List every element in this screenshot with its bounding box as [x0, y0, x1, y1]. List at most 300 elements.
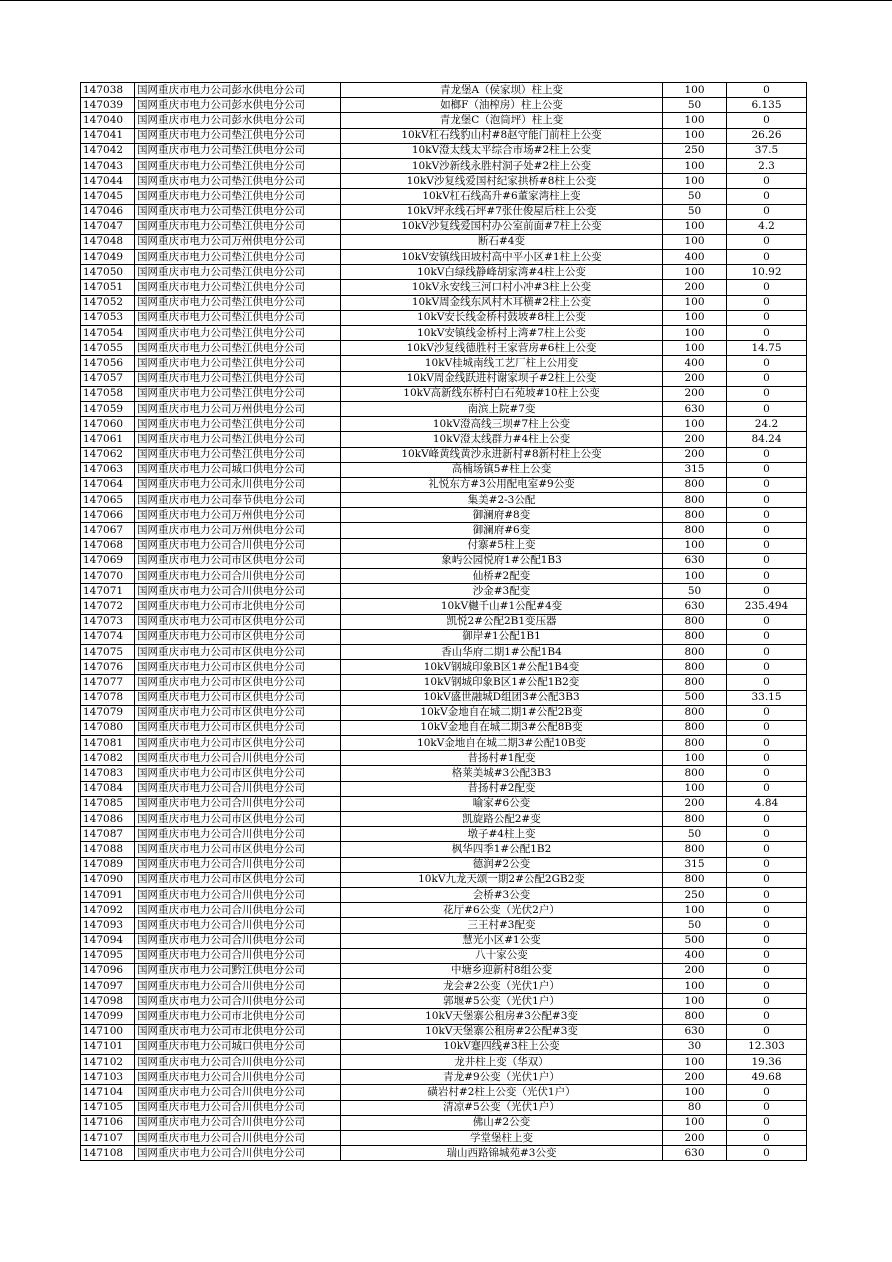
capacity-cell: 200 [663, 386, 727, 401]
transformer-name-cell: 昔扬村#1配变 [341, 751, 663, 766]
transformer-name-cell: 墩子#4柱上变 [341, 827, 663, 842]
company-cell: 国网重庆市电力公司合川供电分公司 [135, 1146, 341, 1161]
transformer-name-cell: 喻家#6公变 [341, 796, 663, 811]
row-id-cell: 147070 [81, 569, 135, 584]
transformer-name-cell: 10kV高新线东桥村白石苑坡#10柱上公变 [341, 386, 663, 401]
company-cell: 国网重庆市电力公司合川供电分公司 [135, 948, 341, 963]
row-id-cell: 147102 [81, 1055, 135, 1070]
row-id-cell: 147086 [81, 812, 135, 827]
transformer-name-cell: 10kV桂城南线工艺厂柱上公用变 [341, 356, 663, 371]
table-row [81, 401, 807, 416]
value-cell: 0 [727, 356, 807, 371]
company-cell: 国网重庆市电力公司市区供电分公司 [135, 614, 341, 629]
table-row [81, 842, 807, 857]
company-cell: 国网重庆市电力公司市区供电分公司 [135, 720, 341, 735]
capacity-cell: 200 [663, 1130, 727, 1145]
value-cell: 10.92 [727, 265, 807, 280]
value-cell: 0 [727, 963, 807, 978]
company-cell: 国网重庆市电力公司市区供电分公司 [135, 812, 341, 827]
company-cell: 国网重庆市电力公司合川供电分公司 [135, 584, 341, 599]
table-row [81, 417, 807, 432]
value-cell: 37.5 [727, 143, 807, 158]
transformer-name-cell: 清凉#5公变（光伏1户） [341, 1100, 663, 1115]
capacity-cell: 800 [663, 872, 727, 887]
transformer-name-cell: 10kV白绿线静峰胡家湾#4柱上公变 [341, 265, 663, 280]
company-cell: 国网重庆市电力公司奉节供电分公司 [135, 493, 341, 508]
transformer-name-cell: 10kV钢城印象B区1#公配1B2变 [341, 675, 663, 690]
table-row [81, 1130, 807, 1145]
capacity-cell: 800 [663, 629, 727, 644]
table-row [81, 204, 807, 219]
value-cell: 0 [727, 872, 807, 887]
capacity-cell: 200 [663, 371, 727, 386]
company-cell: 国网重庆市电力公司合川供电分公司 [135, 569, 341, 584]
transformer-name-cell: 凯悦2#公配2B1变压器 [341, 614, 663, 629]
company-cell: 国网重庆市电力公司市区供电分公司 [135, 629, 341, 644]
capacity-cell: 315 [663, 462, 727, 477]
row-id-cell: 147069 [81, 553, 135, 568]
row-id-cell: 147066 [81, 508, 135, 523]
company-cell: 国网重庆市电力公司城口供电分公司 [135, 462, 341, 477]
row-id-cell: 147065 [81, 493, 135, 508]
table-row [81, 432, 807, 447]
transformer-table [80, 82, 807, 1161]
company-cell: 国网重庆市电力公司永川供电分公司 [135, 477, 341, 492]
company-cell: 国网重庆市电力公司合川供电分公司 [135, 796, 341, 811]
table-row [81, 265, 807, 280]
row-id-cell: 147108 [81, 1146, 135, 1161]
capacity-cell: 800 [663, 1009, 727, 1024]
row-id-cell: 147107 [81, 1130, 135, 1145]
table-row [81, 812, 807, 827]
company-cell: 国网重庆市电力公司城口供电分公司 [135, 1039, 341, 1054]
company-cell: 国网重庆市电力公司市区供电分公司 [135, 736, 341, 751]
transformer-name-cell: 10kV峰黄线黄沙永进新村#8新村柱上公变 [341, 447, 663, 462]
value-cell: 0 [727, 584, 807, 599]
row-id-cell: 147053 [81, 310, 135, 325]
transformer-name-cell: 10kV澄太线太平综合市场#2柱上公变 [341, 143, 663, 158]
company-cell: 国网重庆市电力公司市区供电分公司 [135, 872, 341, 887]
transformer-name-cell: 10kV盛世融城D组团3#公配3B3 [341, 690, 663, 705]
value-cell: 0 [727, 295, 807, 310]
company-cell: 国网重庆市电力公司合川供电分公司 [135, 887, 341, 902]
table-row [81, 751, 807, 766]
value-cell: 24.2 [727, 417, 807, 432]
transformer-name-cell: 青龙#9公变（光伏1户） [341, 1070, 663, 1085]
company-cell: 国网重庆市电力公司垫江供电分公司 [135, 265, 341, 280]
transformer-name-cell: 象屿公园悦府1#公配1B3 [341, 553, 663, 568]
value-cell: 0 [727, 781, 807, 796]
row-id-cell: 147087 [81, 827, 135, 842]
transformer-name-cell: 青龙堡C（泡筒坪）柱上变 [341, 113, 663, 128]
capacity-cell: 200 [663, 447, 727, 462]
capacity-cell: 630 [663, 599, 727, 614]
value-cell: 84.24 [727, 432, 807, 447]
transformer-name-cell: 10kV金地自在城二期3#公配8B变 [341, 720, 663, 735]
table-row [81, 569, 807, 584]
table-row [81, 736, 807, 751]
company-cell: 国网重庆市电力公司合川供电分公司 [135, 1130, 341, 1145]
table-row [81, 675, 807, 690]
transformer-name-cell: 香山华府二期1#公配1B4 [341, 644, 663, 659]
capacity-cell: 200 [663, 432, 727, 447]
company-cell: 国网重庆市电力公司彭水供电分公司 [135, 98, 341, 113]
value-cell: 0 [727, 447, 807, 462]
capacity-cell: 50 [663, 827, 727, 842]
value-cell: 19.36 [727, 1055, 807, 1070]
row-id-cell: 147088 [81, 842, 135, 857]
company-cell: 国网重庆市电力公司合川供电分公司 [135, 1070, 341, 1085]
transformer-name-cell: 10kV钢城印象B区1#公配1B4变 [341, 660, 663, 675]
table-row [81, 523, 807, 538]
capacity-cell: 100 [663, 903, 727, 918]
company-cell: 国网重庆市电力公司合川供电分公司 [135, 1055, 341, 1070]
transformer-name-cell: 高楠场镇5#柱上公变 [341, 462, 663, 477]
top-border-line [0, 0, 892, 1]
capacity-cell: 100 [663, 341, 727, 356]
table-row [81, 948, 807, 963]
company-cell: 国网重庆市电力公司市北供电分公司 [135, 599, 341, 614]
row-id-cell: 147076 [81, 660, 135, 675]
transformer-name-cell: 御澜府#8变 [341, 508, 663, 523]
table-row [81, 371, 807, 386]
value-cell: 0 [727, 629, 807, 644]
table-row [81, 1024, 807, 1039]
transformer-name-cell: 10kV杠石线豹山村#8赵守能门前柱上公变 [341, 128, 663, 143]
value-cell: 0 [727, 508, 807, 523]
company-cell: 国网重庆市电力公司垫江供电分公司 [135, 174, 341, 189]
company-cell: 国网重庆市电力公司垫江供电分公司 [135, 158, 341, 173]
row-id-cell: 147072 [81, 599, 135, 614]
transformer-name-cell: 花厅#6公变（光伏2户） [341, 903, 663, 918]
row-id-cell: 147042 [81, 143, 135, 158]
table-row [81, 250, 807, 265]
row-id-cell: 147104 [81, 1085, 135, 1100]
row-id-cell: 147059 [81, 401, 135, 416]
transformer-name-cell: 10kV天堡寨公租房#3公配#3变 [341, 1009, 663, 1024]
company-cell: 国网重庆市电力公司垫江供电分公司 [135, 280, 341, 295]
row-id-cell: 147106 [81, 1115, 135, 1130]
value-cell: 0 [727, 1130, 807, 1145]
row-id-cell: 147080 [81, 720, 135, 735]
value-cell: 0 [727, 371, 807, 386]
company-cell: 国网重庆市电力公司垫江供电分公司 [135, 204, 341, 219]
value-cell: 0 [727, 736, 807, 751]
row-id-cell: 147052 [81, 295, 135, 310]
company-cell: 国网重庆市电力公司市区供电分公司 [135, 644, 341, 659]
transformer-name-cell: 10kV沙复线爱国村办公室前面#7柱上公变 [341, 219, 663, 234]
company-cell: 国网重庆市电力公司市区供电分公司 [135, 766, 341, 781]
company-cell: 国网重庆市电力公司垫江供电分公司 [135, 417, 341, 432]
company-cell: 国网重庆市电力公司垫江供电分公司 [135, 250, 341, 265]
capacity-cell: 800 [663, 477, 727, 492]
row-id-cell: 147097 [81, 979, 135, 994]
value-cell: 0 [727, 660, 807, 675]
transformer-name-cell: 凯旋路公配2#变 [341, 812, 663, 827]
table-row [81, 493, 807, 508]
company-cell: 国网重庆市电力公司垫江供电分公司 [135, 128, 341, 143]
company-cell: 国网重庆市电力公司市区供电分公司 [135, 660, 341, 675]
transformer-name-cell: 10kV沙新线永胜村洞子处#2柱上公变 [341, 158, 663, 173]
value-cell: 0 [727, 1024, 807, 1039]
company-cell: 国网重庆市电力公司黔江供电分公司 [135, 963, 341, 978]
transformer-name-cell: 付寨#5柱上变 [341, 538, 663, 553]
table-row [81, 994, 807, 1009]
value-cell: 49.68 [727, 1070, 807, 1085]
row-id-cell: 147051 [81, 280, 135, 295]
row-id-cell: 147038 [81, 83, 135, 98]
capacity-cell: 800 [663, 493, 727, 508]
value-cell: 0 [727, 705, 807, 720]
transformer-name-cell: 瑞山西路锦城苑#3公变 [341, 1146, 663, 1161]
capacity-cell: 200 [663, 1070, 727, 1085]
table-row [81, 1009, 807, 1024]
value-cell: 14.75 [727, 341, 807, 356]
value-cell: 0 [727, 493, 807, 508]
capacity-cell: 800 [663, 508, 727, 523]
row-id-cell: 147057 [81, 371, 135, 386]
row-id-cell: 147083 [81, 766, 135, 781]
transformer-name-cell: 南滨上院#7变 [341, 401, 663, 416]
company-cell: 国网重庆市电力公司彭水供电分公司 [135, 83, 341, 98]
row-id-cell: 147084 [81, 781, 135, 796]
row-id-cell: 147073 [81, 614, 135, 629]
row-id-cell: 147090 [81, 872, 135, 887]
value-cell: 0 [727, 477, 807, 492]
capacity-cell: 100 [663, 1085, 727, 1100]
value-cell: 0 [727, 887, 807, 902]
capacity-cell: 100 [663, 128, 727, 143]
company-cell: 国网重庆市电力公司万州供电分公司 [135, 523, 341, 538]
company-cell: 国网重庆市电力公司合川供电分公司 [135, 857, 341, 872]
company-cell: 国网重庆市电力公司合川供电分公司 [135, 994, 341, 1009]
company-cell: 国网重庆市电力公司合川供电分公司 [135, 1115, 341, 1130]
company-cell: 国网重庆市电力公司市北供电分公司 [135, 1009, 341, 1024]
transformer-name-cell: 学堂堡柱上变 [341, 1130, 663, 1145]
row-id-cell: 147056 [81, 356, 135, 371]
value-cell: 0 [727, 842, 807, 857]
transformer-name-cell: 10kV安镇线金桥村上湾#7柱上公变 [341, 326, 663, 341]
table-row [81, 781, 807, 796]
row-id-cell: 147044 [81, 174, 135, 189]
row-id-cell: 147074 [81, 629, 135, 644]
company-cell: 国网重庆市电力公司垫江供电分公司 [135, 326, 341, 341]
table-row [81, 584, 807, 599]
transformer-name-cell: 10kV沙复线爱国村纪家拱桥#8柱上公变 [341, 174, 663, 189]
company-cell: 国网重庆市电力公司合川供电分公司 [135, 781, 341, 796]
row-id-cell: 147049 [81, 250, 135, 265]
row-id-cell: 147054 [81, 326, 135, 341]
table-row [81, 174, 807, 189]
row-id-cell: 147064 [81, 477, 135, 492]
capacity-cell: 315 [663, 857, 727, 872]
company-cell: 国网重庆市电力公司垫江供电分公司 [135, 432, 341, 447]
transformer-name-cell: 10kV永安线三河口村小冲#3柱上公变 [341, 280, 663, 295]
capacity-cell: 100 [663, 265, 727, 280]
row-id-cell: 147061 [81, 432, 135, 447]
table-row [81, 158, 807, 173]
transformer-name-cell: 慧光小区#1公变 [341, 933, 663, 948]
transformer-name-cell: 仙桥#2配变 [341, 569, 663, 584]
transformer-name-cell: 集美#2-3公配 [341, 493, 663, 508]
table-row [81, 538, 807, 553]
transformer-name-cell: 枫华四季1#公配1B2 [341, 842, 663, 857]
value-cell: 0 [727, 1115, 807, 1130]
row-id-cell: 147098 [81, 994, 135, 1009]
capacity-cell: 50 [663, 189, 727, 204]
value-cell: 0 [727, 903, 807, 918]
company-cell: 国网重庆市电力公司市区供电分公司 [135, 690, 341, 705]
table-row [81, 310, 807, 325]
row-id-cell: 147048 [81, 234, 135, 249]
capacity-cell: 400 [663, 948, 727, 963]
capacity-cell: 630 [663, 401, 727, 416]
row-id-cell: 147046 [81, 204, 135, 219]
table-row [81, 98, 807, 113]
value-cell: 12.303 [727, 1039, 807, 1054]
value-cell: 0 [727, 569, 807, 584]
value-cell: 0 [727, 83, 807, 98]
capacity-cell: 50 [663, 584, 727, 599]
capacity-cell: 250 [663, 887, 727, 902]
company-cell: 国网重庆市电力公司垫江供电分公司 [135, 189, 341, 204]
capacity-cell: 30 [663, 1039, 727, 1054]
value-cell: 0 [727, 1146, 807, 1161]
row-id-cell: 147040 [81, 113, 135, 128]
capacity-cell: 800 [663, 766, 727, 781]
row-id-cell: 147075 [81, 644, 135, 659]
transformer-name-cell: 10kV周金线跃进村谢家坝子#2柱上公变 [341, 371, 663, 386]
company-cell: 国网重庆市电力公司垫江供电分公司 [135, 341, 341, 356]
table-row [81, 341, 807, 356]
value-cell: 0 [727, 933, 807, 948]
value-cell: 0 [727, 948, 807, 963]
value-cell: 0 [727, 857, 807, 872]
capacity-cell: 100 [663, 174, 727, 189]
company-cell: 国网重庆市电力公司万州供电分公司 [135, 508, 341, 523]
row-id-cell: 147050 [81, 265, 135, 280]
capacity-cell: 800 [663, 644, 727, 659]
company-cell: 国网重庆市电力公司合川供电分公司 [135, 827, 341, 842]
value-cell: 0 [727, 1085, 807, 1100]
table-row [81, 614, 807, 629]
table-row [81, 903, 807, 918]
company-cell: 国网重庆市电力公司万州供电分公司 [135, 234, 341, 249]
row-id-cell: 147068 [81, 538, 135, 553]
value-cell: 0 [727, 675, 807, 690]
table-row [81, 1085, 807, 1100]
table-row [81, 629, 807, 644]
value-cell: 0 [727, 766, 807, 781]
transformer-name-cell: 御岸#1公配1B1 [341, 629, 663, 644]
table-row [81, 963, 807, 978]
table-row [81, 386, 807, 401]
transformer-name-cell: 如榔F（油榨房）柱上公变 [341, 98, 663, 113]
capacity-cell: 630 [663, 553, 727, 568]
transformer-name-cell: 10kV澄高线三坝#7柱上公变 [341, 417, 663, 432]
transformer-name-cell: 格莱美城#3公配3B3 [341, 766, 663, 781]
company-cell: 国网重庆市电力公司彭水供电分公司 [135, 113, 341, 128]
table-row [81, 113, 807, 128]
capacity-cell: 800 [663, 720, 727, 735]
company-cell: 国网重庆市电力公司市区供电分公司 [135, 675, 341, 690]
transformer-name-cell: 10kV九龙天颂一期2#公配2GB2变 [341, 872, 663, 887]
value-cell: 0 [727, 462, 807, 477]
capacity-cell: 100 [663, 751, 727, 766]
table-row [81, 1115, 807, 1130]
row-id-cell: 147071 [81, 584, 135, 599]
capacity-cell: 800 [663, 614, 727, 629]
company-cell: 国网重庆市电力公司合川供电分公司 [135, 1100, 341, 1115]
table-row [81, 979, 807, 994]
table-row [81, 1100, 807, 1115]
row-id-cell: 147062 [81, 447, 135, 462]
table-row [81, 1146, 807, 1161]
company-cell: 国网重庆市电力公司垫江供电分公司 [135, 371, 341, 386]
transformer-name-cell: 青龙堡A（侯家坝）柱上变 [341, 83, 663, 98]
value-cell: 0 [727, 174, 807, 189]
value-cell: 0 [727, 326, 807, 341]
company-cell: 国网重庆市电力公司合川供电分公司 [135, 918, 341, 933]
row-id-cell: 147082 [81, 751, 135, 766]
capacity-cell: 50 [663, 98, 727, 113]
capacity-cell: 200 [663, 963, 727, 978]
value-cell: 0 [727, 250, 807, 265]
row-id-cell: 147077 [81, 675, 135, 690]
table-row [81, 326, 807, 341]
transformer-name-cell: 10kV天堡寨公租房#2公配#3变 [341, 1024, 663, 1039]
company-cell: 国网重庆市电力公司合川供电分公司 [135, 979, 341, 994]
transformer-name-cell: 御澜府#6变 [341, 523, 663, 538]
transformer-name-cell: 沙金#3配变 [341, 584, 663, 599]
table-row [81, 766, 807, 781]
table-row [81, 219, 807, 234]
company-cell: 国网重庆市电力公司垫江供电分公司 [135, 310, 341, 325]
row-id-cell: 147081 [81, 736, 135, 751]
transformer-name-cell: 10kV蹇四线#3柱上公变 [341, 1039, 663, 1054]
transformer-name-cell: 龙井柱上变（华双） [341, 1055, 663, 1070]
transformer-name-cell: 昔扬村#2配变 [341, 781, 663, 796]
row-id-cell: 147055 [81, 341, 135, 356]
company-cell: 国网重庆市电力公司合川供电分公司 [135, 1085, 341, 1100]
transformer-name-cell: 礼悦东方#3公用配电室#9公变 [341, 477, 663, 492]
value-cell: 0 [727, 234, 807, 249]
capacity-cell: 100 [663, 310, 727, 325]
transformer-name-cell: 会桥#3公变 [341, 887, 663, 902]
table-row [81, 720, 807, 735]
row-id-cell: 147045 [81, 189, 135, 204]
table-row [81, 599, 807, 614]
capacity-cell: 800 [663, 842, 727, 857]
transformer-name-cell: 佛山#2公变 [341, 1115, 663, 1130]
company-cell: 国网重庆市电力公司合川供电分公司 [135, 751, 341, 766]
row-id-cell: 147078 [81, 690, 135, 705]
row-id-cell: 147058 [81, 386, 135, 401]
table-row [81, 857, 807, 872]
value-cell: 2.3 [727, 158, 807, 173]
value-cell: 235.494 [727, 599, 807, 614]
table-row [81, 356, 807, 371]
value-cell: 0 [727, 386, 807, 401]
capacity-cell: 100 [663, 113, 727, 128]
value-cell: 0 [727, 994, 807, 1009]
transformer-name-cell: 10kV澄太线群力#4柱上公变 [341, 432, 663, 447]
capacity-cell: 200 [663, 796, 727, 811]
table-row [81, 462, 807, 477]
row-id-cell: 147060 [81, 417, 135, 432]
capacity-cell: 800 [663, 675, 727, 690]
transformer-name-cell: 三王村#3配变 [341, 918, 663, 933]
